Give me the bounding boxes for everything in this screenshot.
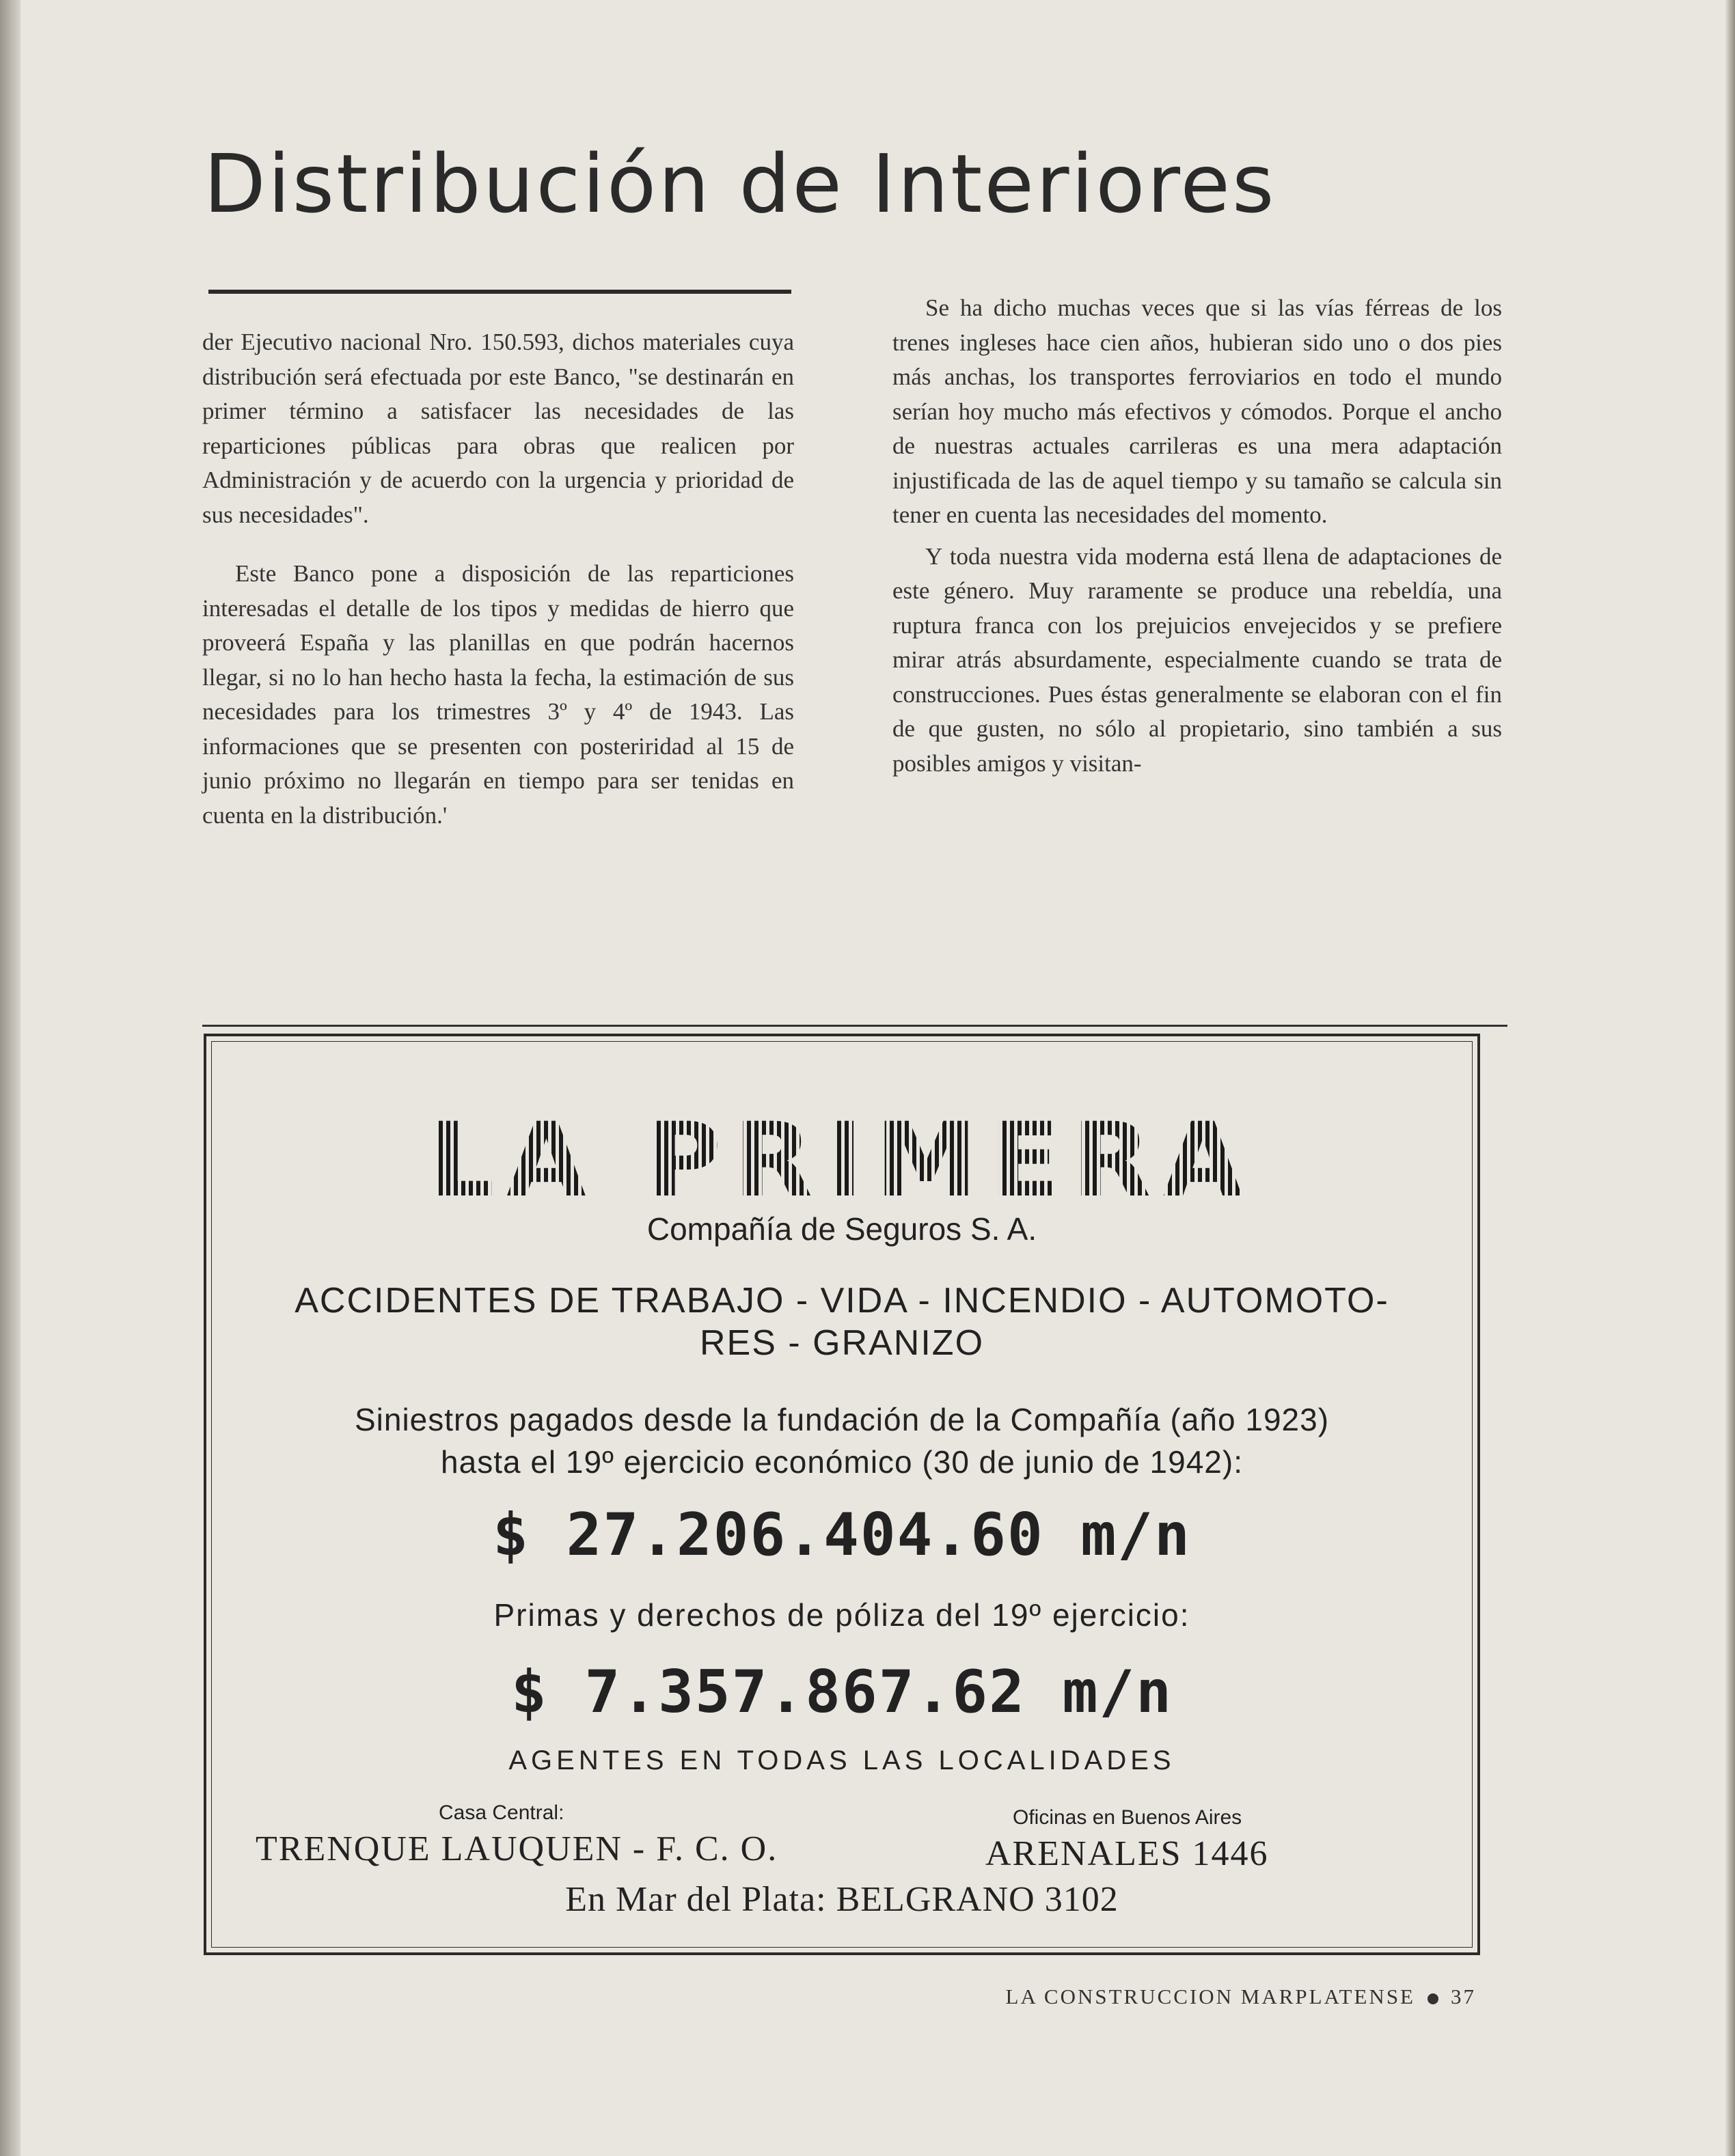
title-rule [208,290,791,294]
page-edge-shadow [1725,0,1735,2156]
article-left-column [202,325,794,833]
insurance-lines-1: ACCIDENTES DE TRABAJO - VIDA - INCENDIO - AUTOMOTO- [295,1281,1389,1321]
insurance-lines-2: RES - GRANIZO [699,1323,985,1363]
article-right-column [892,291,1502,781]
right-paragraph-1: Se ha dicho muchas veces que si las vías férreas de los trenes ingleses hace cien años, hubieran sido uno o dos pies más anchas, los transportes ferroviarios en todo el mundo serían hoy mucho más efectivos y cómodos. Porque el ancho de nuestras actuales carrileras es una mera adaptación injustificada de las de aquel tiempo y su tamaño se calcula sin tener en cuenta las necesidades del momento. [892,294,1502,528]
mar-del-plata-address: En Mar del Plata: BELGRANO 3102 [565,1880,1119,1919]
bullet-icon [1427,1993,1438,2004]
page-footer [929,1985,1476,2009]
page-spine-shadow [0,0,21,2156]
right-paragraph-2: Y toda nuestra vida moderna está llena de adaptaciones de este género. Muy raramente se produce una rebeldía, una ruptura franca con los prejuicios envejecidos y se prefiere mirar atrás absurdamente, especialmente cuando se trata de construcciones. Pues éstas generalmente se elaboran con el fin de que gusten, no sólo al propietario, sino también a sus posibles amigos y visitan- [892,542,1502,777]
buenos-aires-office-label: Oficinas en Buenos Aires [1013,1806,1242,1829]
la-primera-logo [206,1095,1477,1226]
publication-name: LA CONSTRUCCION MARPLATENSE [1005,1985,1415,2008]
head-office-label: Casa Central: [439,1801,564,1824]
left-paragraph-1: der Ejecutivo nacional Nro. 150.593, dichos materiales cuya distribución será efectuada por este Banco, "se destinarán en primer término a satisfacer las necesidades de las reparticiones públicas para obras que realicen por Administración y de acuerdo con la urgencia y prioridad de sus necesidades". [202,329,794,528]
premiums-label: Primas y derechos de póliza del 19º ejercicio: [493,1597,1190,1633]
agents-line: AGENTES EN TODAS LAS LOCALIDADES [508,1745,1175,1775]
page-number: 37 [1451,1985,1476,2008]
claims-paid-text [206,1398,1477,1483]
head-office-address: TRENQUE LAUQUEN - F. C. O. [256,1829,778,1868]
claims-paid-line-2: hasta el 19º ejercicio económico (30 de junio de 1942): [441,1444,1243,1480]
company-name: Compañía de Seguros S. A. [646,1211,1037,1247]
buenos-aires-office-address: ARENALES 1446 [985,1834,1269,1873]
claims-paid-line-1: Siniestros pagados desde la fundación de la Compañía (año 1923) [354,1402,1330,1437]
advertisement-top-rule [202,1025,1507,1027]
claims-paid-amount: $ 27.206.404.60 m/n [493,1501,1191,1569]
insurance-advertisement [204,1034,1480,1955]
premiums-amount: $ 7.357.867.62 m/n [511,1658,1173,1726]
article-title: Distribución de Interiores [204,137,1276,231]
left-paragraph-2: Este Banco pone a disposición de las reparticiones interesadas el detalle de los tipos y medidas de hierro que proveerá España y las planillas en que podrán hacernos llegar, si no lo han hecho hasta la fecha, la estimación de sus necesidades para los trimestres 3º y 4º de 1943. Las informaciones que se presenten con posteriridad al 15 de junio próximo no llegarán en tiempo para ser tenidas en cuenta en la distribución.' [202,560,794,829]
logo-text: LA PRIMERA [409,1095,1275,1226]
insurance-lines [206,1280,1477,1364]
